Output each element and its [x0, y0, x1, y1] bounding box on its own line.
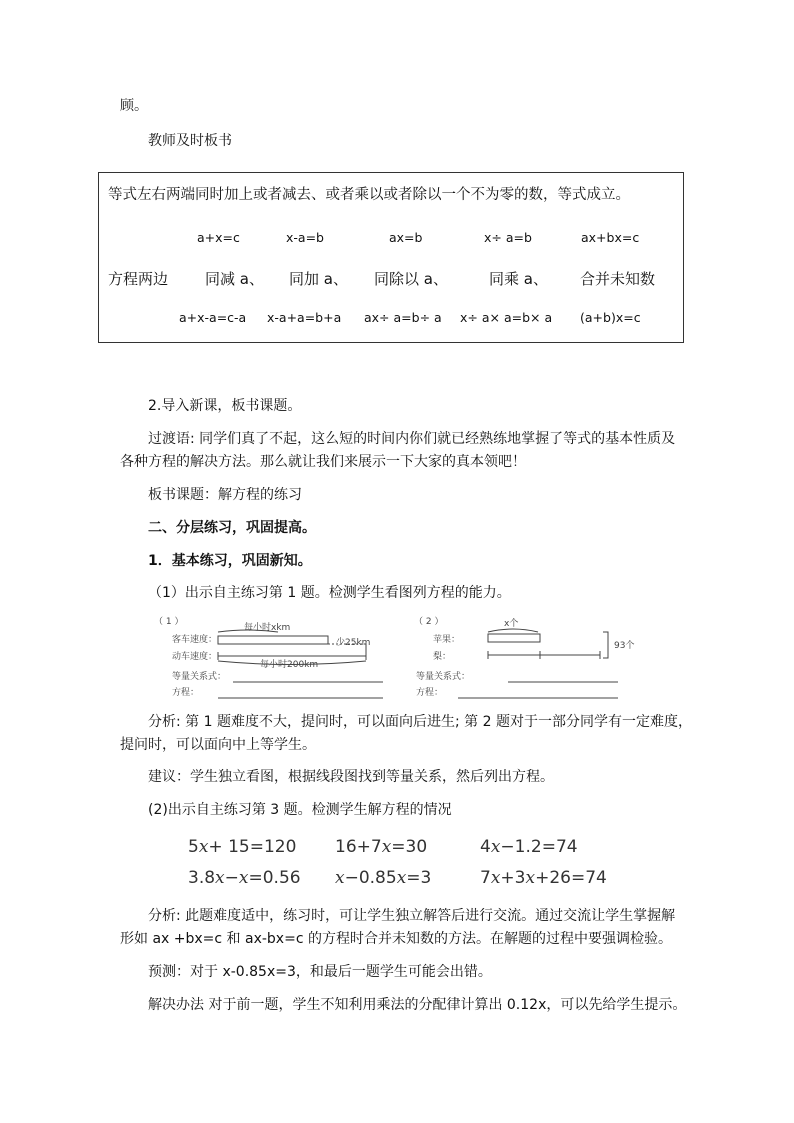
- board-result: a+x-a=c-a: [179, 310, 247, 325]
- text-line: 预测：对于 x-0.85x=3，和最后一题学生可能会出错。: [148, 964, 492, 980]
- subsection-heading: 1．基本练习，巩固新知。: [148, 553, 312, 569]
- equation: 7x+3x+26=74: [480, 868, 607, 888]
- text-line: 各种方程的解决方法。那么就让我们来展示一下大家的真本领吧！: [120, 454, 526, 470]
- text-line: 分析: 第 1 题难度不大，提问时，可以面向后进生; 第 2 题对于一部分同学有一定难度，: [148, 714, 692, 730]
- figure-label: 每小时xkm: [244, 623, 291, 633]
- figure-label: 梨：: [433, 652, 452, 662]
- figure-label: （ 2 ）: [414, 617, 444, 627]
- text-line: 解决办法 对于前一题，学生不知利用乘法的分配律计算出 0.12x，可以先给学生提示。: [148, 997, 687, 1013]
- blackboard-summary: [98, 172, 684, 343]
- board-equation: x÷ a=b: [484, 230, 532, 245]
- equation: 5x+ 15=120: [188, 837, 297, 857]
- equation: 16+7x=30: [335, 837, 428, 857]
- text-line: 建议：学生独立看图，根据线段图找到等量关系，然后列出方程。: [148, 769, 554, 785]
- text-line: 形如 ax +bx=c 和 ax-bx=c 的方程时合并未知数的方法。在解题的过程中要强调检验。: [120, 931, 672, 947]
- board-row-label: 方程两边: [108, 270, 169, 288]
- board-result: ax÷ a=b÷ a: [364, 310, 442, 325]
- equation: 3.8x−x=0.56: [188, 868, 301, 888]
- board-result: x÷ a× a=b× a: [460, 310, 553, 325]
- board-operation: 同减 a、: [205, 270, 264, 288]
- text-line: 教师及时板书: [148, 133, 232, 149]
- board-result: x-a+a=b+a: [267, 310, 342, 325]
- figure-label: 方程：: [416, 688, 444, 698]
- figure-label: 等量关系式：: [172, 672, 227, 682]
- figure-label: x个: [504, 619, 519, 629]
- equation: x−0.85x=3: [335, 868, 432, 888]
- figure-label: （ 1 ）: [154, 617, 184, 627]
- figure-label: 方程：: [172, 688, 200, 698]
- board-operation: 同乘 a、: [489, 270, 548, 288]
- board-rule: 等式左右两端同时加上或者减去、或者乘以或者除以一个不为零的数，等式成立。: [108, 187, 630, 203]
- text-line: 分析: 此题难度适中，练习时，可让学生独立解答后进行交流。通过交流让学生掌握解: [148, 908, 676, 924]
- text-line: 过渡语: 同学们真了不起，这么短的时间内你们就已经熟练地掌握了等式的基本性质及: [148, 431, 676, 447]
- board-equation: ax+bx=c: [581, 230, 640, 245]
- figure-label: 少25km: [336, 638, 371, 648]
- board-equation: x-a=b: [286, 230, 324, 245]
- board-equation: a+x=c: [197, 230, 240, 245]
- text-line: 提问时，可以面向中上等学生。: [120, 737, 316, 753]
- figure-label: 动车速度：: [172, 652, 218, 662]
- text-line: 2.导入新课，板书课题。: [148, 398, 302, 414]
- text-line: 顾。: [120, 98, 148, 114]
- figure-label: 苹果：: [433, 635, 461, 645]
- board-equation: ax=b: [389, 230, 423, 245]
- figure-label: 93个: [614, 641, 635, 651]
- board-operation: 同加 a、: [289, 270, 348, 288]
- line-segment-figure: [148, 612, 648, 702]
- section-heading: 二、分层练习，巩固提高。: [148, 520, 316, 536]
- equation: 4x−1.2=74: [480, 837, 578, 857]
- text-line: （1）出示自主练习第 1 题。检测学生看图列方程的能力。: [148, 585, 511, 601]
- board-result: (a+b)x=c: [580, 310, 641, 325]
- figure-label: 等量关系式：: [416, 672, 471, 682]
- figure-label: 客车速度：: [172, 635, 218, 645]
- board-operation: 同除以 a、: [374, 270, 448, 288]
- board-operation: 合并未知数: [580, 270, 656, 288]
- text-line: (2)出示自主练习第 3 题。检测学生解方程的情况: [148, 802, 452, 818]
- text-line: 板书课题：解方程的练习: [148, 487, 302, 503]
- figure-label: 每小时200km: [260, 660, 319, 670]
